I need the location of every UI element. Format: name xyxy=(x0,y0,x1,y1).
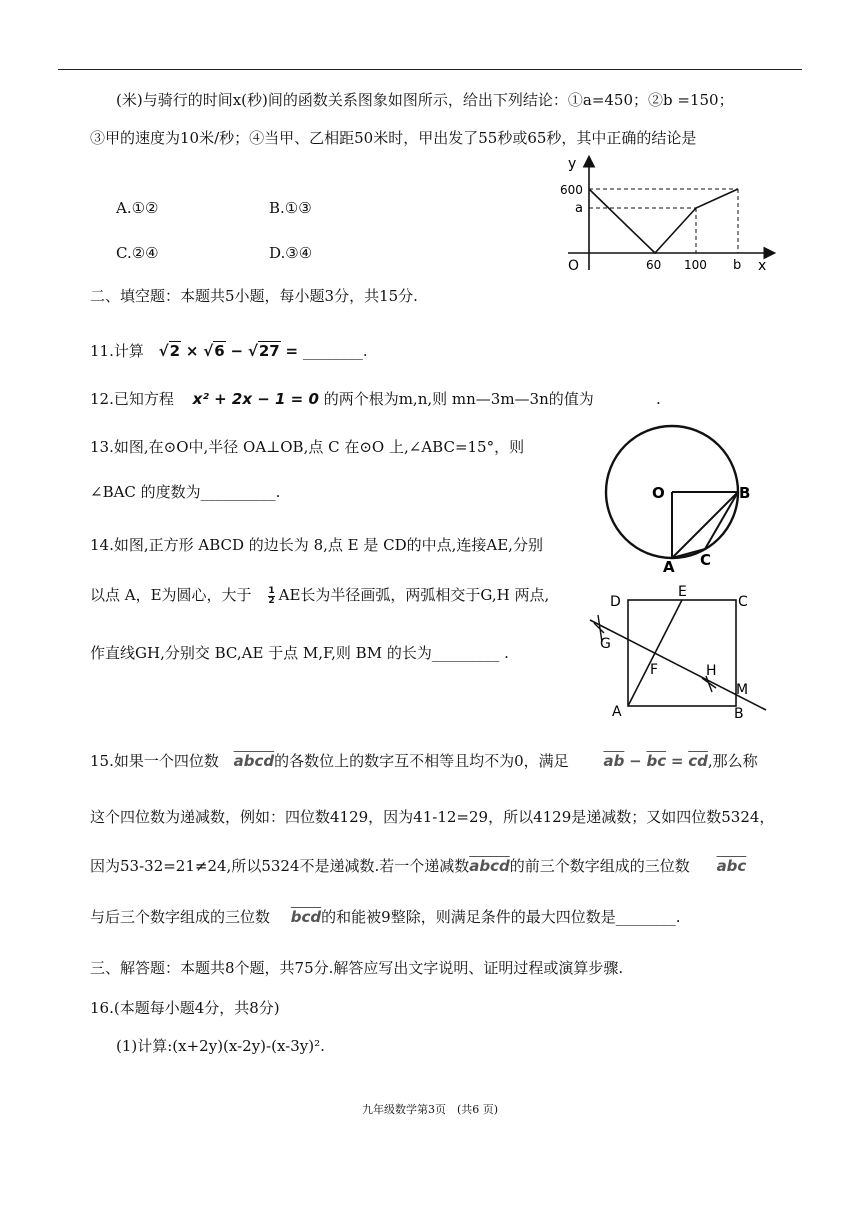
y-tick-600: 600 xyxy=(560,183,583,197)
origin-label: O xyxy=(568,258,580,274)
label-h: H xyxy=(706,663,717,679)
q15-line2: 这个四位数为递减数，例如：四位数4129，因为41-12=29，所以4129是递减数；又如四位数5324， xyxy=(90,808,775,826)
label-c: C xyxy=(738,594,748,610)
top-rule xyxy=(58,69,802,70)
y-tick-a: a xyxy=(575,201,583,216)
q13-line1: 13.如图,在⊙O中,半径 OA⊥OB,点 C 在⊙O 上,∠ABC=15°，则 xyxy=(90,438,525,456)
label-o: O xyxy=(652,484,665,502)
number-abcd-2: abcd xyxy=(469,857,510,875)
number-bcd: $\overline{bcd}$ xyxy=(290,908,322,926)
q11-sqrt-2: √2 xyxy=(158,342,181,360)
q12-end: . xyxy=(656,390,661,408)
q11-sqrt-6: √6 xyxy=(203,342,225,360)
q13-line2: ∠BAC 的度数为__________. xyxy=(90,483,281,501)
label-m: M xyxy=(736,682,749,698)
q10-option-a[interactable]: A.①② xyxy=(116,199,159,217)
x-axis-label: x xyxy=(758,258,767,274)
section3-heading: 三、解答题：本题共8个题，共75分.解答应写出文字说明、证明过程或演算步骤. xyxy=(90,959,624,977)
q10-option-d[interactable]: D.③④ xyxy=(269,244,313,262)
q14-line3: 作直线GH,分别交 BC,AE 于点 M,F,则 BM 的长为_________ . xyxy=(90,644,509,662)
distance-curve xyxy=(589,189,738,253)
section2-heading: 二、填空题：本题共5小题，每小题3分，共15分. xyxy=(90,287,418,305)
fraction-one-half: $\frac{1}{2}$ xyxy=(268,585,275,606)
x-tick-b: b xyxy=(733,258,742,273)
label-g: G xyxy=(600,636,611,652)
label-d: D xyxy=(610,594,621,610)
q16-part1: (1)计算:(x+2y)(x-2y)-(x-3y)². xyxy=(116,1037,325,1055)
q11-answer-blank[interactable]: ________ xyxy=(302,342,363,360)
number-abcd: abcd xyxy=(233,752,275,770)
q14-line2: 以点 A，E为圆心，大于 $\frac{1}{2}$ AE长为半径画弧，两弧相交于G,H 两点, xyxy=(90,585,550,606)
q10-line2: ③甲的速度为10米/秒；④当甲、乙相距50米时，甲出发了55秒或65秒，其中正确的结论是 xyxy=(90,129,697,147)
q10-option-c[interactable]: C.②④ xyxy=(116,244,159,262)
q11-prefix: 11.计算 xyxy=(90,342,144,360)
q14-line1: 14.如图,正方形 ABCD 的边长为 8,点 E 是 CD的中点,连接AE,分别 xyxy=(90,536,543,554)
q12-equation: x² + 2x − 1 = 0 xyxy=(192,390,319,408)
q16-title: 16.(本题每小题4分，共8分) xyxy=(90,999,280,1017)
q11-sqrt-27: √27 xyxy=(247,342,280,360)
label-c: C xyxy=(700,551,712,569)
q11: 11.计算 √2 × √6 − √27 = ________. xyxy=(90,342,368,360)
label-b: B xyxy=(739,484,751,502)
y-axis-label: y xyxy=(568,156,577,172)
square-abcd xyxy=(628,600,736,706)
q10-line1: (米)与骑行的时间x(秒)间的函数关系图象如图所示，给出下列结论：①a=450；②b =150； xyxy=(116,91,734,109)
number-bc: $\overline{bc}$ xyxy=(646,752,667,770)
q14-square-figure xyxy=(584,580,774,720)
q13-circle-figure xyxy=(600,422,760,572)
q10-option-b[interactable]: B.①③ xyxy=(269,199,312,217)
label-b: B xyxy=(734,706,744,720)
page-footer: 九年级数学第3页 (共6 页) xyxy=(361,1103,499,1116)
number-abc: $\overline{abc}$ xyxy=(716,857,747,875)
q15-line4: 与后三个数字组成的三位数 $\overline{bcd}$的和能被9整除，则满足条件的最大四位数是________. xyxy=(90,908,681,926)
number-cd: $\overline{cd}$ xyxy=(688,752,708,770)
q12-prefix: 12.已知方程 xyxy=(90,390,174,408)
label-a: A xyxy=(612,704,622,720)
q12-suffix: 的两个根为m,n,则 mn—3m—3n的值为 xyxy=(323,390,594,408)
q12 xyxy=(90,389,594,409)
number-ab: $\overline{ab}$ xyxy=(603,752,625,770)
label-e: E xyxy=(678,584,687,600)
q10-function-graph xyxy=(558,150,783,275)
q15-line3: 因为53-32=21≠24,所以5324不是递减数.若一个递减数abcd的前三个数字组成的三位数 $\overline{abc}$ xyxy=(90,857,747,875)
x-tick-60: 60 xyxy=(646,258,662,272)
x-tick-100: 100 xyxy=(684,258,707,272)
label-f: F xyxy=(650,662,659,678)
q15-line1: 15.如果一个四位数 abcd的各数位上的数字互不相等且均不为0，满足 $\overline{ab} - \overline{bc} = \overline{cd}$,那么称 xyxy=(90,752,758,770)
label-a: A xyxy=(663,558,675,572)
